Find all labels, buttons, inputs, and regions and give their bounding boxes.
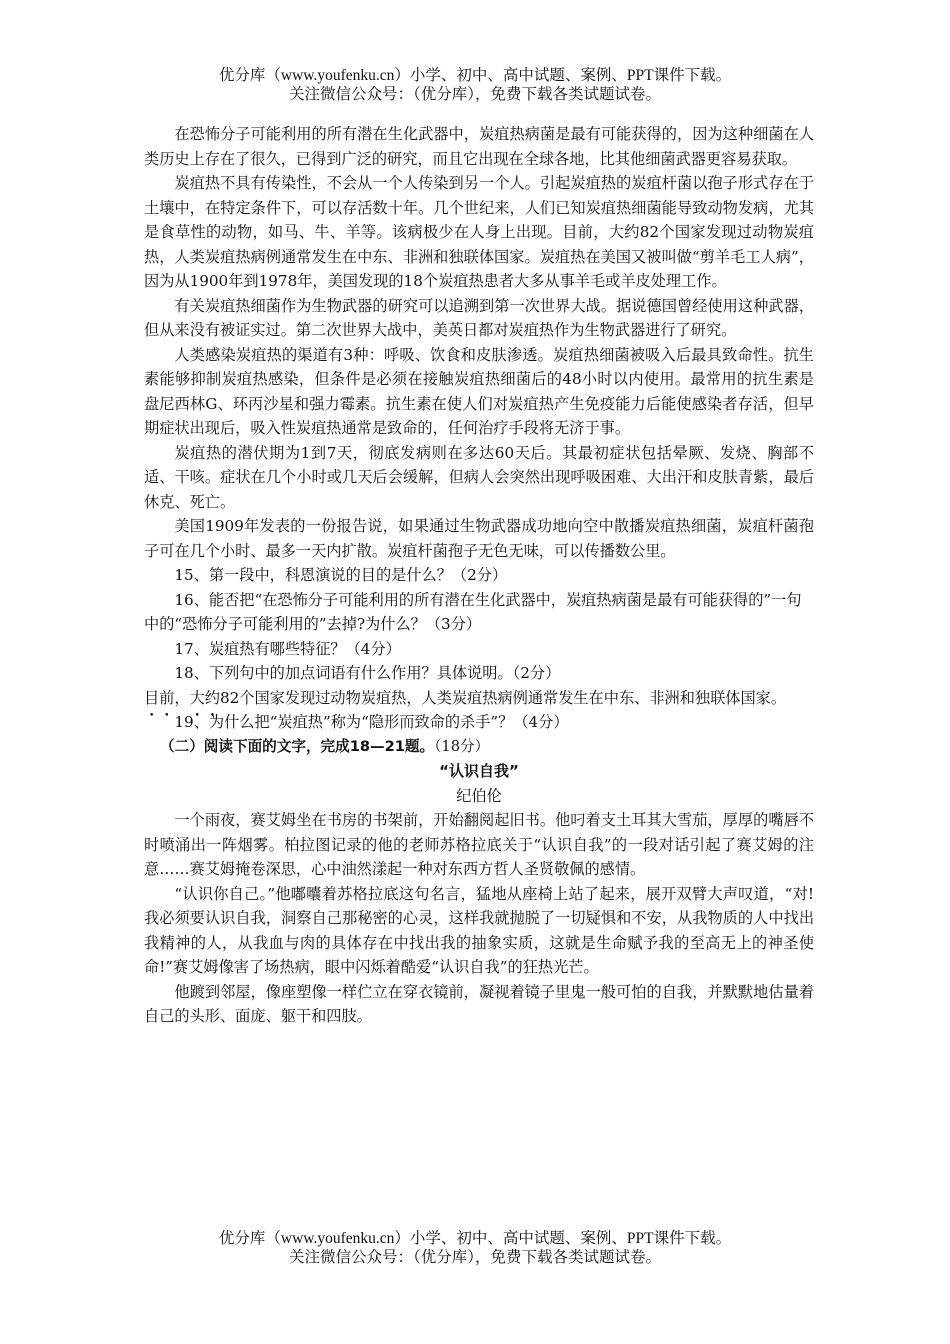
passage-paragraph-2: 炭疽热不具有传染性，不会从一个人传染到另一个人。引起炭疽热的炭疽杆菌以孢子形式存在于土壤中，在特定条件下，可以存活数十年。几个世纪来，人们已知炭疽热细菌能导致动物发病，尤其是食草性的动物，如马、牛、羊等。该病极少在人身上出现。目前，大约82个国家发现过动物炭疽热，人类炭疽热病例通常发生在中东、非洲和独联体国家。炭疽热在美国又被叫做“剪羊毛工人病”，因为从1900年到1978年，美国发现的18个炭疽热患者大多从事羊毛或羊皮处理工作。 (144, 174, 814, 290)
section-heading-text: （二）阅读下面的文字，完成18—21题。 (160, 737, 435, 755)
question-16: 16、能否把“在恐怖分子可能利用的所有潜在生化武器中，炭疽热病菌是最有可能获得的”一句中的“恐怖分子可能利用的”去掉?为什么？（3分） (144, 590, 802, 633)
section-heading (144, 735, 814, 760)
dotted-char: 前 (159, 688, 175, 707)
question-18: 18、下列句中的加点词语有什么作用？具体说明。（2分） (174, 664, 561, 682)
sentence-comma: ， (174, 688, 190, 707)
question-17: 17、炭疽热有哪些特征？（4分） (174, 639, 401, 658)
page-footer (0, 1229, 950, 1267)
passage-paragraph-5: 炭疽热的潜伏期为1到7天，彻底发病则在多达60天后。其最初症状包括晕厥、发烧、胸部不适、干咳。症状在几个小时或几天后会缓解，但病人会突然出现呼吸困难、大出汗和皮肤青紫，最后休克、死亡。 (144, 443, 814, 511)
header-line-2: 关注微信公众号：（优分库），免费下载各类试题试卷。 (288, 86, 661, 103)
passage-paragraph-1: 在恐怖分子可能利用的所有潜在生化武器中，炭疽热病菌是最有可能获得的，因为这种细菌在人类历史上存在了很久，已得到广泛的研究，而且它出现在全球各地，比其他细菌武器更容易获取。 (144, 125, 814, 168)
dotted-char: 目 (144, 688, 160, 707)
page-header (0, 66, 950, 104)
article-paragraph-3: 他踱到邻屋，像座塑像一样伫立在穿衣镜前，凝视着镜子里鬼一般可怕的自我，并默默地估量着自己的头形、面庞、躯干和四肢。 (144, 982, 814, 1025)
article-paragraph-1: 一个雨夜，赛艾姆坐在书房的书架前，开始翻阅起旧书。他叼着支土耳其大雪茄，厚厚的嘴唇不时喷涌出一阵烟雾。柏拉图记录的他的老师苏格拉底关于“认识自我”的一段对话引起了赛艾姆的注意……赛艾姆掩卷深思，心中油然漾起一种对东西方哲人圣贤敬佩的感情。 (144, 811, 814, 878)
article-paragraph-2: “认识你自己。”他嘟囔着苏格拉底这句名言，猛地从座椅上站了起来，展开双臂大声叹道，“对!我必须要认识自我，洞察自己那秘密的心灵，这样我就抛脱了一切疑惧和不安，从我物质的人中找出我精神的人，从我血与肉的具体存在中找出我的抽象实质，这就是生命赋予我的至高无上的神圣使命!”赛艾姆像害了场热病，眼中闪烁着酷爱“认识自我”的狂热光芒。 (144, 884, 814, 976)
passage-paragraph-6: 美国1909年发表的一份报告说，如果通过生物武器成功地向空中散播炭疽热细菌，炭疽杆菌孢子可在几个小时、最多一天内扩散。炭疽杆菌孢子无色无味，可以传播数公里。 (144, 517, 814, 560)
article-author: 纪伯伦 (456, 786, 502, 805)
section-points: （18分） (434, 737, 490, 755)
document-body (144, 122, 814, 1029)
footer-line-1: 优分库（www.youfenku.cn）小学、初中、高中试题、案例、PPT课件下载。 (218, 1230, 732, 1247)
header-line-1: 优分库（www.youfenku.cn）小学、初中、高中试题、案例、PPT课件下载。 (218, 67, 732, 84)
passage-paragraph-3: 有关炭疽热细菌作为生物武器的研究可以追溯到第一次世界大战。据说德国曾经使用这种武器，但从来没有被证实过。第二次世界大战中，美英日都对炭疽热作为生物武器进行了研究。 (144, 296, 814, 339)
question-15: 15、第一段中，科恩演说的目的是什么？（2分） (174, 566, 508, 584)
dotted-char: 约 (204, 688, 220, 707)
footer-line-2: 关注微信公众号：（优分库），免费下载各类试题试卷。 (288, 1249, 661, 1266)
question-18-sentence (144, 686, 814, 711)
sentence-rest: 82个国家发现过动物炭疽热，人类炭疽热病例通常发生在中东、非洲和独联体国家。 (219, 688, 787, 707)
article-title: “认识自我” (439, 762, 519, 780)
passage-paragraph-4: 人类感染炭疽热的渠道有3种：呼吸、饮食和皮肤渗透。炭疽热细菌被吸入后最具致命性。抗生素能够抑制炭疽热感染，但条件是必须在接触炭疽热细菌后的48小时以内使用。最常用的抗生素是盘尼西林G、环丙沙星和强力霉素。抗生素在使人们对炭疽热产生免疫能力后能使感染者存活，但早期症状出现后，吸入性炭疽热通常是致命的，任何治疗手段将无济于事。 (144, 345, 814, 437)
question-19: 19、为什么把“炭疽热”称为“隐形而致命的杀手”？（4分） (174, 713, 569, 731)
dotted-char: 大 (189, 688, 205, 707)
